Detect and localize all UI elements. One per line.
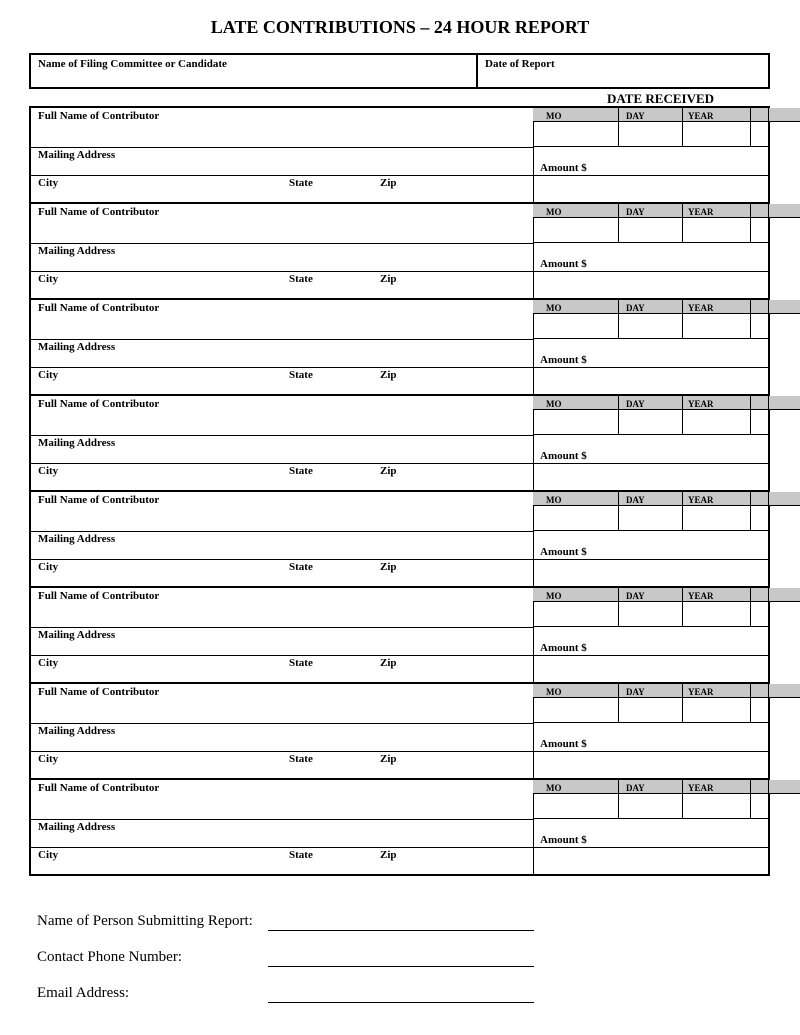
row-divider [31,147,533,148]
year-label: YEAR [688,111,714,121]
zip-label: Zip [380,465,397,477]
amount-input[interactable] [534,464,768,490]
amount-label: Amount $ [540,738,587,750]
city-state-zip-input[interactable] [32,190,532,202]
date-of-report-field[interactable] [478,55,768,87]
date-cell-divider [768,204,769,242]
month-input[interactable] [534,315,618,338]
date-received-bar [533,204,800,218]
row-divider [31,531,533,532]
month-label: MO [546,303,562,313]
day-label: DAY [626,591,645,601]
year-input[interactable] [683,315,750,338]
contributor-name-label: Full Name of Contributor [38,110,160,122]
contributor-entry [29,778,770,876]
row-divider [31,819,533,820]
date-received-bar [533,492,800,506]
amount-input[interactable] [534,176,768,202]
row-divider [533,242,768,243]
contributor-name-input[interactable] [32,412,532,434]
year-input[interactable] [683,699,750,722]
date-received-bar [533,396,800,410]
month-label: MO [546,687,562,697]
mailing-address-input[interactable] [32,162,532,174]
date-cell-divider [768,300,769,338]
mailing-address-label: Mailing Address [38,437,116,449]
amount-label: Amount $ [540,546,587,558]
state-label: State [289,849,313,861]
date-cell-divider [768,684,769,722]
day-label: DAY [626,111,645,121]
zip-label: Zip [380,369,397,381]
mailing-address-input[interactable] [32,642,532,654]
mailing-address-label: Mailing Address [38,629,116,641]
row-divider [533,146,768,147]
mailing-address-input[interactable] [32,546,532,558]
date-cell-divider [750,300,751,338]
day-label: DAY [626,687,645,697]
date-received-heading: DATE RECEIVED [607,91,715,106]
mailing-address-input[interactable] [32,354,532,366]
mailing-address-input[interactable] [32,258,532,270]
date-cell-divider [750,684,751,722]
year-input[interactable] [683,411,750,434]
mailing-address-label: Mailing Address [38,341,116,353]
date-cell-divider [750,204,751,242]
city-state-zip-input[interactable] [32,286,532,298]
amount-label: Amount $ [540,354,587,366]
phone-input-line[interactable] [268,966,534,967]
month-label: MO [546,783,562,793]
row-divider [533,338,768,339]
mailing-address-label: Mailing Address [38,725,116,737]
city-label: City [38,657,59,669]
day-input[interactable] [619,219,682,242]
date-cell-divider [750,780,751,818]
city-state-zip-input[interactable] [32,766,532,778]
contributor-name-input[interactable] [32,604,532,626]
month-input[interactable] [534,219,618,242]
phone-label: Contact Phone Number: [37,949,182,965]
state-label: State [289,369,313,381]
month-label: MO [546,111,562,121]
state-label: State [289,465,313,477]
date-cell-divider [768,108,769,146]
date-of-report-label: Date of Report [485,58,555,70]
month-input[interactable] [534,699,618,722]
city-label: City [38,273,59,285]
month-label: MO [546,495,562,505]
year-input[interactable] [683,123,750,146]
contributor-name-label: Full Name of Contributor [38,782,160,794]
report-header-box [29,53,770,89]
contributor-name-label: Full Name of Contributor [38,398,160,410]
date-cell-divider [768,780,769,818]
contributor-name-label: Full Name of Contributor [38,590,160,602]
month-input[interactable] [534,507,618,530]
year-label: YEAR [688,591,714,601]
day-label: DAY [626,495,645,505]
mailing-address-label: Mailing Address [38,821,116,833]
row-divider [31,435,533,436]
day-label: DAY [626,207,645,217]
month-input[interactable] [534,411,618,434]
amount-label: Amount $ [540,834,587,846]
contributor-entry [29,202,770,298]
day-input[interactable] [619,507,682,530]
date-cell-divider [750,396,751,434]
state-label: State [289,273,313,285]
amount-input[interactable] [534,656,768,682]
day-input[interactable] [619,795,682,818]
year-label: YEAR [688,783,714,793]
city-state-zip-input[interactable] [32,862,532,874]
date-cell-divider [750,108,751,146]
date-cell-divider [768,588,769,626]
year-input[interactable] [683,507,750,530]
year-input[interactable] [683,795,750,818]
submitter-input-line[interactable] [268,930,534,931]
year-label: YEAR [688,303,714,313]
amount-input[interactable] [534,272,768,298]
date-received-bar [533,684,800,698]
state-label: State [289,657,313,669]
month-label: MO [546,399,562,409]
year-label: YEAR [688,687,714,697]
city-state-zip-input[interactable] [32,478,532,490]
month-label: MO [546,207,562,217]
row-divider [533,818,768,819]
date-cell-divider [750,588,751,626]
date-received-bar [533,780,800,794]
city-label: City [38,177,59,189]
state-label: State [289,561,313,573]
day-label: DAY [626,303,645,313]
date-received-bar [533,300,800,314]
city-label: City [38,369,59,381]
day-input[interactable] [619,315,682,338]
zip-label: Zip [380,273,397,285]
zip-label: Zip [380,177,397,189]
day-input[interactable] [619,123,682,146]
date-cell-divider [750,492,751,530]
contributor-entry [29,298,770,394]
committee-label: Name of Filing Committee or Candidate [38,58,227,70]
year-label: YEAR [688,207,714,217]
contributor-name-input[interactable] [32,124,532,146]
year-label: YEAR [688,399,714,409]
row-divider [31,723,533,724]
amount-label: Amount $ [540,162,587,174]
row-divider [31,243,533,244]
contributor-entry [29,394,770,490]
year-input[interactable] [683,219,750,242]
date-cell-divider [768,492,769,530]
row-divider [533,722,768,723]
date-received-bar [533,588,800,602]
contributor-name-label: Full Name of Contributor [38,206,160,218]
mailing-address-input[interactable] [32,834,532,846]
contributor-entry [29,106,770,202]
mailing-address-label: Mailing Address [38,533,116,545]
day-input[interactable] [619,411,682,434]
contributor-name-input[interactable] [32,796,532,818]
city-state-zip-input[interactable] [32,574,532,586]
amount-input[interactable] [534,560,768,586]
month-input[interactable] [534,603,618,626]
amount-input[interactable] [534,848,768,874]
contributor-entry [29,490,770,586]
contributor-name-input[interactable] [32,508,532,530]
submitter-label: Name of Person Submitting Report: [37,913,253,929]
amount-label: Amount $ [540,450,587,462]
amount-label: Amount $ [540,258,587,270]
city-state-zip-input[interactable] [32,382,532,394]
year-input[interactable] [683,603,750,626]
mailing-address-input[interactable] [32,738,532,750]
date-cell-divider [768,396,769,434]
row-divider [31,339,533,340]
city-label: City [38,561,59,573]
amount-input[interactable] [534,752,768,778]
page-title: LATE CONTRIBUTIONS – 24 HOUR REPORT [210,17,590,37]
zip-label: Zip [380,753,397,765]
contributor-name-input[interactable] [32,220,532,242]
day-input[interactable] [619,699,682,722]
city-label: City [38,465,59,477]
contributor-entry [29,586,770,682]
row-divider [31,627,533,628]
state-label: State [289,753,313,765]
day-label: DAY [626,399,645,409]
city-state-zip-input[interactable] [32,670,532,682]
month-input[interactable] [534,795,618,818]
city-label: City [38,849,59,861]
amount-label: Amount $ [540,642,587,654]
email-input-line[interactable] [268,1002,534,1003]
year-label: YEAR [688,495,714,505]
contributor-name-input[interactable] [32,700,532,722]
mailing-address-label: Mailing Address [38,245,116,257]
committee-field[interactable] [31,55,478,87]
contributor-entry [29,682,770,778]
date-received-bar [533,108,800,122]
amount-input[interactable] [534,368,768,394]
mailing-address-input[interactable] [32,450,532,462]
email-label: Email Address: [37,985,130,1001]
contributor-name-label: Full Name of Contributor [38,494,160,506]
contributor-name-input[interactable] [32,316,532,338]
day-label: DAY [626,783,645,793]
month-label: MO [546,591,562,601]
city-label: City [38,753,59,765]
row-divider [533,626,768,627]
zip-label: Zip [380,849,397,861]
row-divider [533,530,768,531]
contributor-name-label: Full Name of Contributor [38,302,160,314]
contributor-name-label: Full Name of Contributor [38,686,160,698]
zip-label: Zip [380,561,397,573]
zip-label: Zip [380,657,397,669]
month-input[interactable] [534,123,618,146]
mailing-address-label: Mailing Address [38,149,116,161]
row-divider [533,434,768,435]
day-input[interactable] [619,603,682,626]
state-label: State [289,177,313,189]
